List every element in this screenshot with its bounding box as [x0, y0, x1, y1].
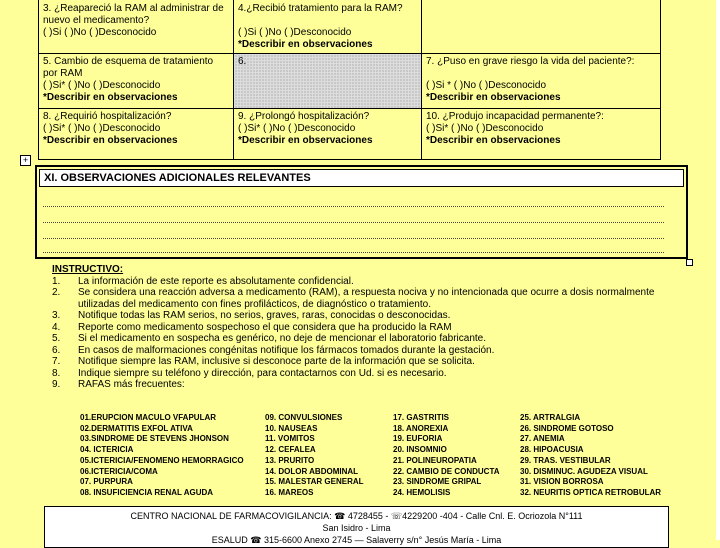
q6-cell	[234, 54, 422, 109]
ram-item: 09. CONVULSIONES	[265, 413, 343, 422]
instruction-item: 2. Se considera una reacción adversa a medicamento (RAM), a respuesta nociva y no intencionada que ocurre a dosis normalmente utilizadas del medicamento con fines profilácticos, de diagnóstico o tratamiento.	[52, 287, 655, 310]
ram-item: 11. VOMITOS	[265, 434, 315, 444]
instruction-item: 1. La información de este reporte es absolutamente confidencial.	[52, 275, 354, 287]
q4-label: 4.¿Recibió tratamiento para la RAM?	[238, 3, 403, 14]
q10-label: 10. ¿Produjo incapacidad permanente?:	[426, 111, 604, 122]
ram-item: 27. ANEMIA	[520, 434, 565, 444]
ram-item: 03.SINDROME DE STEVENS JHONSON	[80, 434, 229, 444]
ram-item: 30. DISMINUC. AGUDEZA VISUAL	[520, 466, 648, 476]
q3-label: 3. ¿Reapareció la RAM al administrar de nuevo el medicamento?	[43, 3, 224, 26]
q10-desc: *Describir en observaciones	[426, 135, 561, 146]
ram-item: 29. TRAS. VESTIBULAR	[520, 455, 611, 465]
q7-options[interactable]: ( )Si * ( )No ( )Desconocido	[426, 80, 547, 91]
ram-item: 02.DERMATITIS EXFOL ATIVA	[80, 423, 193, 433]
q3-options[interactable]: ( )Si ( )No ( )Desconocido	[43, 27, 157, 38]
footer-line-3: ESALUD ☎ 315-6600 Anexo 2745 — Salaverry s/n° Jesús María - Lima	[211, 535, 502, 545]
ram-list-col4	[520, 413, 661, 499]
observation-line[interactable]	[43, 205, 664, 207]
instructions-heading: INSTRUCTIVO:	[52, 264, 124, 275]
instruction-item: 7. Notifique siempre las RAM, inclusive si desconoce parte de la información que se solicita.	[52, 356, 475, 367]
ram-list-col1	[80, 413, 244, 499]
ram-list-col3	[393, 413, 500, 499]
ram-item: 25. ARTRALGIA	[520, 413, 581, 422]
ram-item: 13. PRURITO	[265, 455, 315, 465]
instruction-item: 9. RAFAS más frecuentes:	[52, 379, 185, 390]
ram-item: 20. INSOMNIO	[393, 445, 447, 455]
instructions-section	[52, 264, 662, 391]
q8-desc: *Describir en observaciones	[43, 135, 178, 146]
q4-cell	[234, 0, 422, 54]
q9-label: 9. ¿Prolongó hospitalización?	[238, 111, 370, 122]
ram-item: 24. HEMOLISIS	[393, 487, 451, 497]
q7-desc: *Describir en observaciones	[426, 92, 561, 103]
q5-options[interactable]: ( )Si* ( )No ( )Desconocido	[43, 80, 161, 91]
ram-item: 05.ICTERICIA/FENOMENO HEMORRAGICO	[80, 455, 244, 465]
observation-line[interactable]	[43, 251, 664, 253]
q3-cell	[39, 0, 234, 54]
footer-contact-box	[44, 506, 669, 548]
ram-item: 15. MALESTAR GENERAL	[265, 477, 364, 487]
footer-line-2: San Isidro - Lima	[322, 523, 391, 533]
q6-label: 6.	[238, 56, 247, 67]
q10-cell	[422, 109, 661, 160]
footer-line-1: CENTRO NACIONAL DE FARMACOVIGILANCIA: ☎ 4728455 - ☏4229200 -404 - Calle Cnl. E. Ocriozola N°111	[130, 511, 583, 521]
ram-item: 16. MAREOS	[265, 487, 314, 497]
expand-plus-icon[interactable]: +	[20, 155, 31, 166]
instruction-item: 5. Si el medicamento en sospecha es genérico, no deje de mencionar el laboratorio fabricante.	[52, 333, 487, 344]
observations-title: XI. OBSERVACIONES ADICIONALES RELEVANTES	[39, 169, 684, 187]
ram-item: 10. NAUSEAS	[265, 423, 318, 433]
ram-item: 32. NEURITIS OPTICA RETROBULAR	[520, 487, 662, 497]
q9-desc: *Describir en observaciones	[238, 135, 373, 146]
empty-cell	[422, 0, 661, 54]
ram-list-col2	[265, 413, 364, 499]
resize-handle[interactable]	[686, 259, 693, 266]
q7-cell	[422, 54, 661, 109]
q8-label: 8. ¿Requirió hospitalización?	[43, 111, 172, 122]
ram-item: 08. INSUFICIENCIA RENAL AGUDA	[80, 487, 214, 497]
ram-questions-table	[38, 0, 661, 160]
q4-desc: *Describir en observaciones	[238, 39, 373, 50]
instruction-item: 8. Indique siempre su teléfono y dirección, para contactarnos con Ud. si es necesario.	[52, 367, 447, 379]
ram-item: 17. GASTRITIS	[393, 413, 450, 422]
q8-cell	[39, 109, 234, 160]
instructions-list	[52, 276, 662, 391]
window-edge	[716, 0, 720, 540]
ram-item: 06.ICTERICIA/COMA	[80, 466, 158, 476]
ram-item: 18. ANOREXIA	[393, 423, 449, 433]
ram-item: 07. PURPURA	[80, 477, 133, 487]
ram-item: 22. CAMBIO DE CONDUCTA	[393, 466, 500, 476]
ram-item: 28. HIPOACUSIA	[520, 445, 584, 455]
q10-options[interactable]: ( )Si* ( )No ( )Desconocido	[426, 123, 544, 134]
q7-label: 7. ¿Puso en grave riesgo la vida del paciente?:	[426, 56, 635, 67]
ram-item: 12. CEFALEA	[265, 445, 316, 455]
observations-section[interactable]	[35, 165, 688, 259]
q5-desc: *Describir en observaciones	[43, 92, 178, 103]
observation-line[interactable]	[43, 237, 664, 239]
ram-item: 04. ICTERICIA	[80, 445, 134, 455]
q8-options[interactable]: ( )Si* ( )No ( )Desconocido	[43, 123, 161, 134]
q5-cell	[39, 54, 234, 109]
ram-item: 19. EUFORIA	[393, 434, 443, 444]
q9-options[interactable]: ( )Si* ( )No ( )Desconocido	[238, 123, 356, 134]
q9-cell	[234, 109, 422, 160]
ram-item: 23. SINDROME GRIPAL	[393, 477, 482, 487]
q5-label: 5. Cambio de esquema de tratamiento por RAM	[43, 56, 214, 79]
ram-item: 26. SINDROME GOTOSO	[520, 423, 614, 433]
q4-options[interactable]: ( )Si ( )No ( )Desconocido	[238, 27, 352, 38]
ram-item: 01.ERUPCION MACULO VFAPULAR	[80, 413, 217, 422]
ram-item: 31. VISION BORROSA	[520, 477, 604, 487]
instruction-item: 6. En casos de malformaciones congénitas notifique los fármacos tomados durante la gestación.	[52, 344, 495, 356]
instruction-item: 3. Notifique todas las RAM serios, no serios, graves, raras, conocidas o desconocidas.	[52, 310, 451, 321]
instruction-item: 4. Reporte como medicamento sospechoso el que considera que ha producido la RAM	[52, 321, 452, 333]
observation-line[interactable]	[43, 221, 664, 223]
ram-item: 21. POLINEUROPATIA	[393, 455, 477, 465]
ram-item: 14. DOLOR ABDOMINAL	[265, 466, 359, 476]
